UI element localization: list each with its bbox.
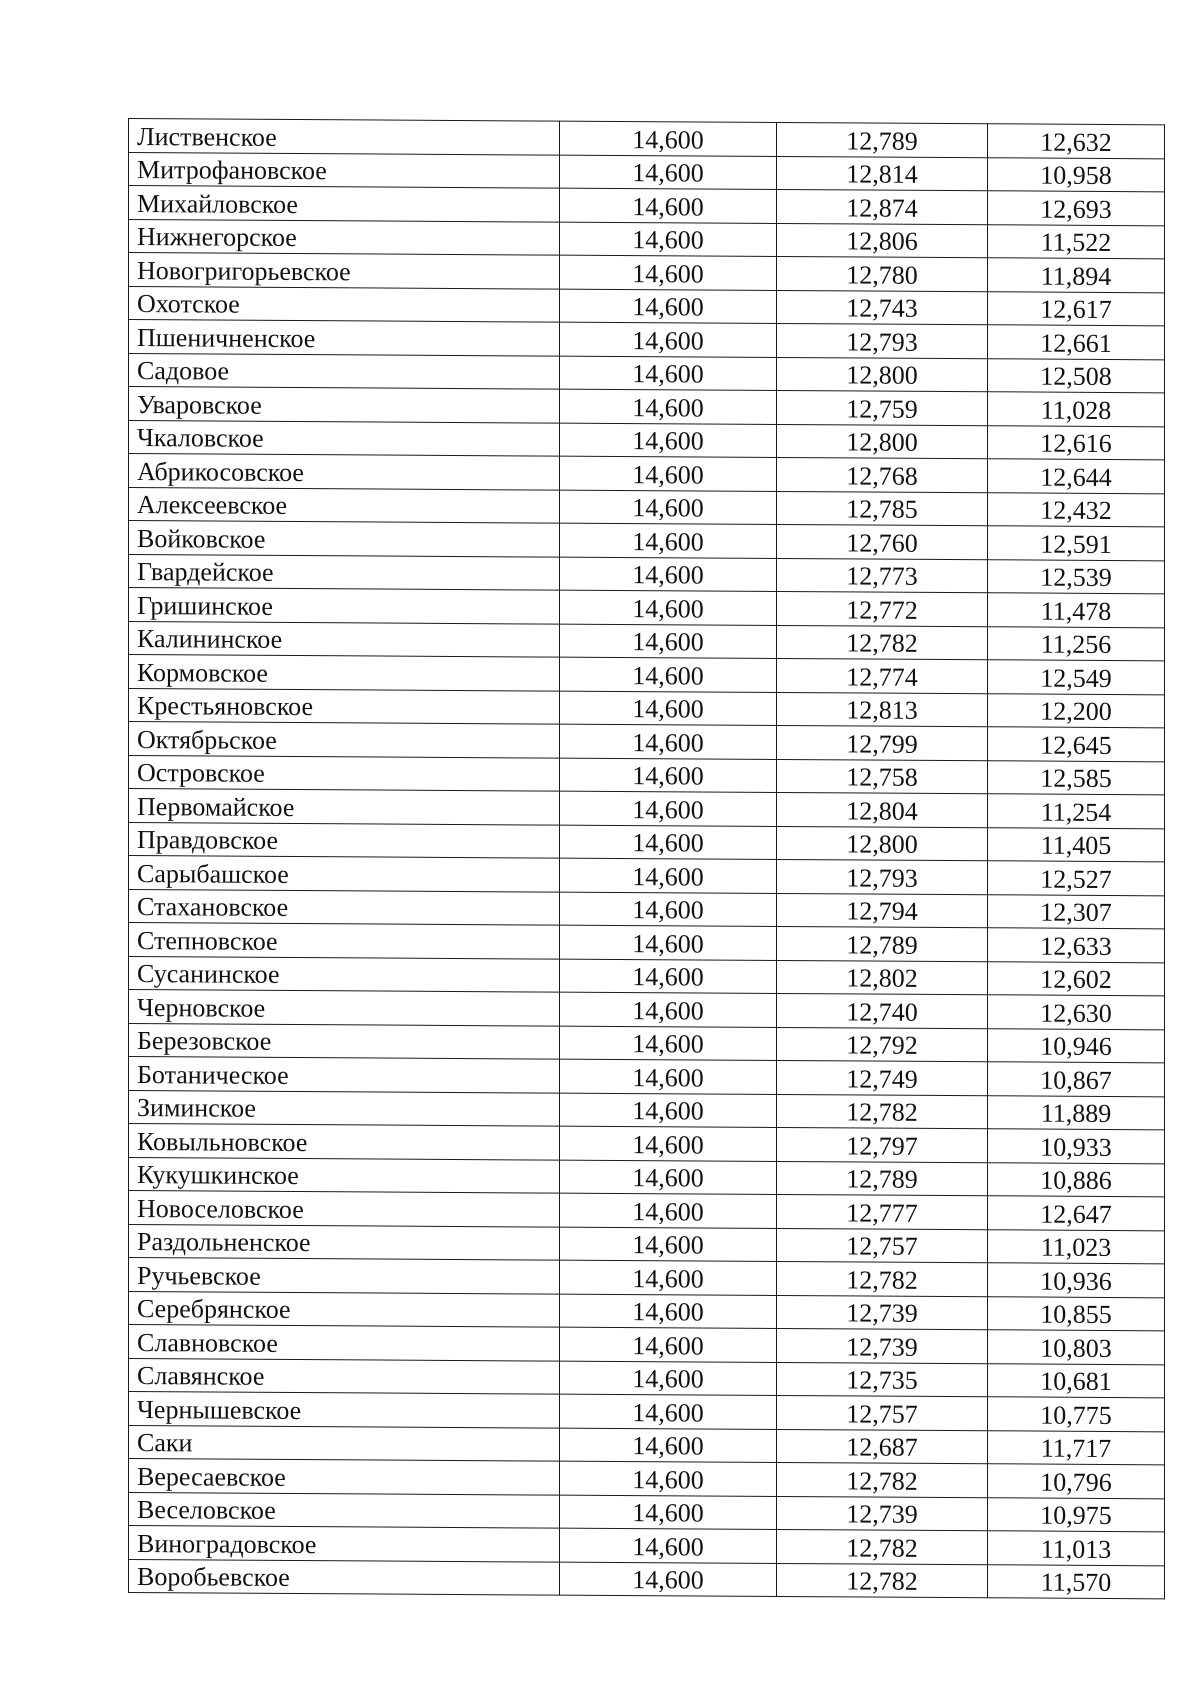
table-row	[129, 789, 1165, 829]
value-3-cell: 12,693	[988, 191, 1165, 226]
value-2-cell: 12,757	[777, 1395, 988, 1430]
settlement-name-cell: Охотское	[129, 286, 560, 322]
table-row	[129, 1526, 1165, 1566]
settlement-name-cell: Славянское	[129, 1358, 560, 1394]
value-1-cell: 14,600	[560, 1428, 777, 1463]
settlement-name-cell: Вересаевское	[129, 1459, 560, 1495]
settlement-name-cell: Чкаловское	[129, 420, 560, 456]
value-3-cell: 10,796	[988, 1464, 1165, 1499]
value-2-cell: 12,735	[777, 1362, 988, 1397]
value-1-cell: 14,600	[560, 1461, 777, 1496]
value-1-cell: 14,600	[560, 423, 777, 458]
value-2-cell: 12,793	[777, 323, 988, 358]
value-3-cell: 10,975	[988, 1497, 1165, 1532]
value-2-cell: 12,739	[777, 1328, 988, 1363]
value-1-cell: 14,600	[560, 1126, 777, 1161]
value-1-cell: 14,600	[560, 456, 777, 491]
value-1-cell: 14,600	[560, 121, 777, 156]
value-3-cell: 12,432	[988, 492, 1165, 527]
table-row	[129, 889, 1165, 929]
value-1-cell: 14,600	[560, 1093, 777, 1128]
value-2-cell: 12,739	[777, 1496, 988, 1531]
table-body	[129, 119, 1165, 1599]
settlement-name-cell: Островское	[129, 755, 560, 791]
value-1-cell: 14,600	[560, 322, 777, 357]
settlement-name-cell: Крестьяновское	[129, 688, 560, 724]
value-2-cell: 12,777	[777, 1194, 988, 1229]
value-3-cell: 12,630	[988, 995, 1165, 1030]
value-1-cell: 14,600	[560, 188, 777, 223]
settlement-name-cell: Гришинское	[129, 588, 560, 624]
settlement-name-cell: Нижнегорское	[129, 219, 560, 255]
value-2-cell: 12,802	[777, 960, 988, 995]
value-1-cell: 14,600	[560, 289, 777, 324]
settlement-name-cell: Черновское	[129, 990, 560, 1026]
value-2-cell: 12,874	[777, 189, 988, 224]
value-2-cell: 12,794	[777, 893, 988, 928]
settlement-name-cell: Алексеевское	[129, 487, 560, 523]
settlement-name-cell: Степновское	[129, 923, 560, 959]
value-3-cell: 11,570	[988, 1564, 1165, 1599]
value-1-cell: 14,600	[560, 1260, 777, 1295]
settlement-name-cell: Ручьевское	[129, 1258, 560, 1294]
value-1-cell: 14,600	[560, 1495, 777, 1530]
value-1-cell: 14,600	[560, 1327, 777, 1362]
settlement-name-cell: Правдовское	[129, 822, 560, 858]
value-1-cell: 14,600	[560, 657, 777, 692]
data-table	[128, 118, 1165, 1599]
value-3-cell: 10,958	[988, 157, 1165, 192]
value-3-cell: 10,886	[988, 1162, 1165, 1197]
table-row	[129, 454, 1165, 494]
settlement-name-cell: Садовое	[129, 353, 560, 389]
settlement-name-cell: Виноградовское	[129, 1526, 560, 1562]
value-1-cell: 14,600	[560, 892, 777, 927]
value-3-cell: 10,803	[988, 1330, 1165, 1365]
value-3-cell: 12,307	[988, 894, 1165, 929]
settlement-name-cell: Новоселовское	[129, 1191, 560, 1227]
value-2-cell: 12,789	[777, 926, 988, 961]
settlement-name-cell: Серебрянское	[129, 1291, 560, 1327]
value-3-cell: 10,867	[988, 1062, 1165, 1097]
table-row	[129, 253, 1165, 293]
value-1-cell: 14,600	[560, 389, 777, 424]
value-2-cell: 12,792	[777, 1027, 988, 1062]
table-row	[129, 856, 1165, 896]
settlement-name-cell: Славновское	[129, 1325, 560, 1361]
settlement-name-cell: Митрофановское	[129, 152, 560, 188]
value-3-cell: 12,661	[988, 325, 1165, 360]
value-2-cell: 12,760	[777, 524, 988, 559]
value-3-cell: 11,028	[988, 392, 1165, 427]
value-2-cell: 12,793	[777, 859, 988, 894]
value-3-cell: 10,936	[988, 1263, 1165, 1298]
value-1-cell: 14,600	[560, 1361, 777, 1396]
value-3-cell: 11,254	[988, 794, 1165, 829]
value-2-cell: 12,813	[777, 692, 988, 727]
value-3-cell: 11,256	[988, 626, 1165, 661]
settlement-name-cell: Чернышевское	[129, 1392, 560, 1428]
value-3-cell: 12,591	[988, 526, 1165, 561]
value-3-cell: 12,616	[988, 425, 1165, 460]
value-2-cell: 12,780	[777, 256, 988, 291]
table-row	[129, 1459, 1165, 1499]
value-3-cell: 12,549	[988, 660, 1165, 695]
value-1-cell: 14,600	[560, 590, 777, 625]
value-2-cell: 12,749	[777, 1060, 988, 1095]
value-3-cell: 12,632	[988, 124, 1165, 159]
value-1-cell: 14,600	[560, 791, 777, 826]
value-1-cell: 14,600	[560, 1528, 777, 1563]
value-2-cell: 12,799	[777, 725, 988, 760]
value-2-cell: 12,743	[777, 290, 988, 325]
value-2-cell: 12,782	[777, 1563, 988, 1598]
value-2-cell: 12,739	[777, 1295, 988, 1330]
value-1-cell: 14,600	[560, 1562, 777, 1597]
value-2-cell: 12,758	[777, 759, 988, 794]
settlement-name-cell: Стахановское	[129, 889, 560, 925]
value-2-cell: 12,800	[777, 357, 988, 392]
value-2-cell: 12,782	[777, 625, 988, 660]
settlement-name-cell: Войковское	[129, 521, 560, 557]
value-1-cell: 14,600	[560, 691, 777, 726]
value-3-cell: 11,478	[988, 593, 1165, 628]
settlement-name-cell: Первомайское	[129, 789, 560, 825]
value-1-cell: 14,600	[560, 523, 777, 558]
settlement-name-cell: Лиственское	[129, 119, 560, 155]
table-row	[129, 487, 1165, 527]
settlement-name-cell: Сарыбашское	[129, 856, 560, 892]
value-1-cell: 14,600	[560, 255, 777, 290]
value-3-cell: 12,602	[988, 961, 1165, 996]
value-3-cell: 11,889	[988, 1095, 1165, 1130]
value-2-cell: 12,804	[777, 792, 988, 827]
value-1-cell: 14,600	[560, 356, 777, 391]
value-3-cell: 12,645	[988, 727, 1165, 762]
value-1-cell: 14,600	[560, 1059, 777, 1094]
value-1-cell: 14,600	[560, 490, 777, 525]
table-row	[129, 219, 1165, 259]
value-2-cell: 12,772	[777, 591, 988, 626]
settlement-name-cell: Воробьевское	[129, 1559, 560, 1595]
table-row	[129, 1291, 1165, 1331]
settlement-name-cell: Гвардейское	[129, 554, 560, 590]
settlement-name-cell: Абрикосовское	[129, 454, 560, 490]
value-3-cell: 10,681	[988, 1363, 1165, 1398]
value-3-cell: 12,508	[988, 358, 1165, 393]
value-3-cell: 12,539	[988, 559, 1165, 594]
value-2-cell: 12,740	[777, 993, 988, 1028]
settlement-name-cell: Пшеничненское	[129, 320, 560, 356]
value-1-cell: 14,600	[560, 959, 777, 994]
value-3-cell: 10,933	[988, 1129, 1165, 1164]
value-2-cell: 12,757	[777, 1228, 988, 1263]
settlement-name-cell: Калининское	[129, 621, 560, 657]
value-2-cell: 12,800	[777, 424, 988, 459]
settlement-name-cell: Кормовское	[129, 655, 560, 691]
value-3-cell: 11,894	[988, 258, 1165, 293]
value-2-cell: 12,782	[777, 1261, 988, 1296]
settlement-name-cell: Веселовское	[129, 1492, 560, 1528]
value-2-cell: 12,782	[777, 1529, 988, 1564]
value-3-cell: 11,023	[988, 1229, 1165, 1264]
settlement-name-cell: Михайловское	[129, 186, 560, 222]
settlement-name-cell: Ковыльновское	[129, 1124, 560, 1160]
value-1-cell: 14,600	[560, 992, 777, 1027]
value-1-cell: 14,600	[560, 858, 777, 893]
value-1-cell: 14,600	[560, 1160, 777, 1195]
settlement-name-cell: Саки	[129, 1425, 560, 1461]
value-3-cell: 11,405	[988, 827, 1165, 862]
value-1-cell: 14,600	[560, 1294, 777, 1329]
value-2-cell: 12,789	[777, 1161, 988, 1196]
value-2-cell: 12,785	[777, 491, 988, 526]
value-1-cell: 14,600	[560, 825, 777, 860]
value-2-cell: 12,806	[777, 223, 988, 258]
value-2-cell: 12,687	[777, 1429, 988, 1464]
value-1-cell: 14,600	[560, 1227, 777, 1262]
table-row	[129, 1124, 1165, 1164]
settlement-name-cell: Зиминское	[129, 1090, 560, 1126]
value-2-cell: 12,768	[777, 457, 988, 492]
value-3-cell: 10,775	[988, 1397, 1165, 1432]
settlement-name-cell: Кукушкинское	[129, 1157, 560, 1193]
value-3-cell: 12,633	[988, 928, 1165, 963]
table-row	[129, 688, 1165, 728]
value-1-cell: 14,600	[560, 1394, 777, 1429]
table-row	[129, 1559, 1165, 1599]
table-row	[129, 152, 1165, 192]
settlement-name-cell: Раздольненское	[129, 1224, 560, 1260]
value-2-cell: 12,782	[777, 1462, 988, 1497]
value-3-cell: 10,855	[988, 1296, 1165, 1331]
table-row	[129, 1057, 1165, 1097]
value-2-cell: 12,797	[777, 1127, 988, 1162]
value-3-cell: 12,647	[988, 1196, 1165, 1231]
settlement-name-cell: Октябрьское	[129, 722, 560, 758]
table-row	[129, 1191, 1165, 1231]
value-2-cell: 12,782	[777, 1094, 988, 1129]
value-2-cell: 12,814	[777, 156, 988, 191]
value-1-cell: 14,600	[560, 624, 777, 659]
value-3-cell: 11,717	[988, 1430, 1165, 1465]
table-row	[129, 1224, 1165, 1264]
value-3-cell: 11,013	[988, 1531, 1165, 1566]
value-3-cell: 12,617	[988, 291, 1165, 326]
value-1-cell: 14,600	[560, 155, 777, 190]
table-row	[129, 186, 1165, 226]
value-1-cell: 14,600	[560, 557, 777, 592]
value-1-cell: 14,600	[560, 925, 777, 960]
value-3-cell: 12,200	[988, 693, 1165, 728]
value-2-cell: 12,759	[777, 390, 988, 425]
value-3-cell: 10,946	[988, 1028, 1165, 1063]
table-row	[129, 1157, 1165, 1197]
value-1-cell: 14,600	[560, 1026, 777, 1061]
value-1-cell: 14,600	[560, 724, 777, 759]
value-3-cell: 12,644	[988, 459, 1165, 494]
table-row	[129, 320, 1165, 360]
value-1-cell: 14,600	[560, 1193, 777, 1228]
table-row	[129, 1392, 1165, 1432]
value-2-cell: 12,789	[777, 122, 988, 157]
value-3-cell: 11,522	[988, 224, 1165, 259]
value-1-cell: 14,600	[560, 758, 777, 793]
value-2-cell: 12,774	[777, 658, 988, 693]
settlement-name-cell: Новогригорьевское	[129, 253, 560, 289]
settlement-name-cell: Березовское	[129, 1023, 560, 1059]
value-2-cell: 12,800	[777, 826, 988, 861]
value-2-cell: 12,773	[777, 558, 988, 593]
value-3-cell: 12,585	[988, 760, 1165, 795]
settlement-name-cell: Ботаническое	[129, 1057, 560, 1093]
value-1-cell: 14,600	[560, 222, 777, 257]
value-3-cell: 12,527	[988, 861, 1165, 896]
settlement-name-cell: Уваровское	[129, 387, 560, 423]
settlement-name-cell: Сусанинское	[129, 956, 560, 992]
